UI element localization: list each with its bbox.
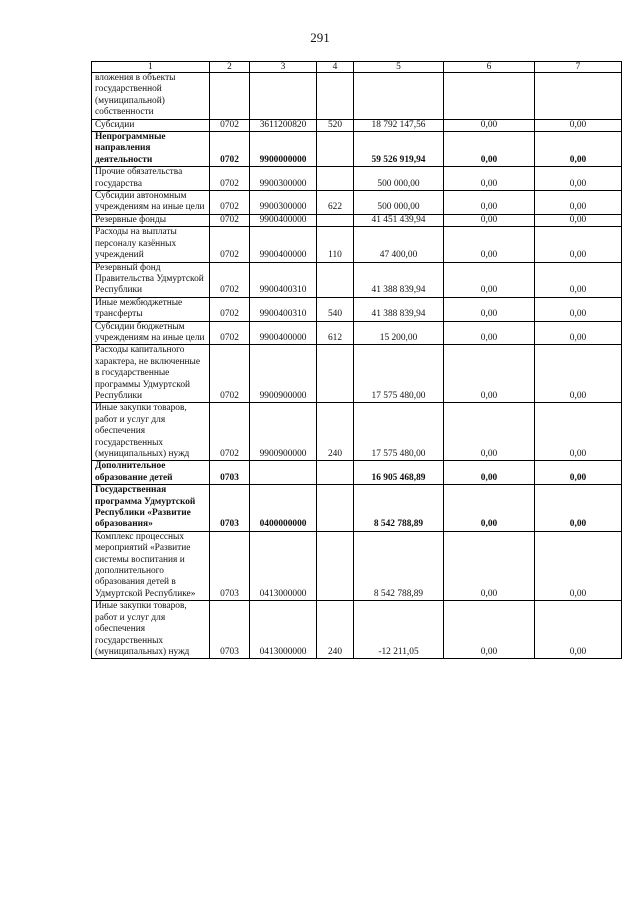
row-amount-next-cell: 0,00 [444,601,535,659]
row-name-cell: Резервные фонды [92,214,210,226]
row-amount-cell: 18 792 147,56 [354,119,444,131]
row-target-article-cell: 0400000000 [250,485,317,532]
row-expense-type-cell [317,345,354,403]
header-cell-1: 1 [92,62,210,73]
row-expense-type-cell: 240 [317,601,354,659]
table-row [92,132,622,167]
row-amount-cell: 17 575 480,00 [354,403,444,461]
row-amount-next-cell: 0,00 [444,345,535,403]
row-amount-next-cell: 0,00 [444,485,535,532]
row-target-article-cell [250,461,317,485]
row-section-cell: 0702 [210,297,250,321]
table-row [92,214,622,226]
row-amount-cell: 8 542 788,89 [354,531,444,600]
row-amount-cell: 41 388 839,94 [354,297,444,321]
row-amount-later-cell: 0,00 [535,214,622,226]
row-section-cell: 0703 [210,531,250,600]
row-name-cell: Непрограммные направления деятельности [92,132,210,167]
row-amount-later-cell: 0,00 [535,485,622,532]
row-amount-later-cell: 0,00 [535,191,622,215]
row-amount-next-cell: 0,00 [444,227,535,262]
row-target-article-cell: 9900900000 [250,345,317,403]
row-amount-later-cell: 0,00 [535,345,622,403]
row-name-cell: Субсидии бюджетным учреждениям на иные цели [92,321,210,345]
row-name-cell: Субсидии [92,119,210,131]
row-amount-cell: 41 451 439,94 [354,214,444,226]
row-amount-later-cell: 0,00 [535,167,622,191]
row-amount-next-cell: 0,00 [444,167,535,191]
table-row [92,531,622,600]
row-expense-type-cell [317,262,354,297]
row-expense-type-cell [317,461,354,485]
row-target-article-cell: 9900300000 [250,167,317,191]
row-amount-later-cell: 0,00 [535,119,622,131]
row-amount-cell: 500 000,00 [354,167,444,191]
row-section-cell [210,73,250,120]
row-expense-type-cell: 540 [317,297,354,321]
row-section-cell: 0702 [210,345,250,403]
table-row [92,601,622,659]
header-cell-5: 5 [354,62,444,73]
row-section-cell: 0702 [210,262,250,297]
budget-table [91,61,622,659]
row-target-article-cell: 9900900000 [250,403,317,461]
row-amount-later-cell: 0,00 [535,132,622,167]
row-name-cell: Дополнительное образование детей [92,461,210,485]
row-expense-type-cell [317,167,354,191]
header-cell-6: 6 [444,62,535,73]
row-amount-next-cell [444,73,535,120]
row-amount-cell: -12 211,05 [354,601,444,659]
row-amount-cell: 17 575 480,00 [354,345,444,403]
row-amount-cell: 500 000,00 [354,191,444,215]
row-amount-later-cell: 0,00 [535,262,622,297]
row-amount-next-cell: 0,00 [444,262,535,297]
row-amount-cell: 59 526 919,94 [354,132,444,167]
row-section-cell: 0703 [210,485,250,532]
row-name-cell: Расходы на выплаты персоналу казённых учреждений [92,227,210,262]
row-target-article-cell: 9900000000 [250,132,317,167]
row-name-cell: Прочие обязательства государства [92,167,210,191]
row-amount-cell: 8 542 788,89 [354,485,444,532]
row-name-cell: Резервный фонд Правительства Удмуртской Республики [92,262,210,297]
row-name-cell: Расходы капитального характера, не включенные в государственные программы Удмуртской Республики [92,345,210,403]
row-expense-type-cell [317,132,354,167]
row-amount-later-cell: 0,00 [535,601,622,659]
table-row [92,227,622,262]
row-name-cell: Государственная программа Удмуртской Республики «Развитие образования» [92,485,210,532]
row-expense-type-cell: 622 [317,191,354,215]
row-amount-cell: 41 388 839,94 [354,262,444,297]
row-expense-type-cell: 520 [317,119,354,131]
row-name-cell: Иные закупки товаров, работ и услуг для обеспечения государственных (муниципальных) нужд [92,403,210,461]
row-target-article-cell: 9900400310 [250,262,317,297]
row-amount-next-cell: 0,00 [444,297,535,321]
row-amount-later-cell: 0,00 [535,321,622,345]
row-target-article-cell: 9900400000 [250,214,317,226]
row-target-article-cell: 9900400310 [250,297,317,321]
row-section-cell: 0702 [210,227,250,262]
table-body [92,73,622,659]
table-row [92,119,622,131]
table-row [92,403,622,461]
row-expense-type-cell: 612 [317,321,354,345]
table-row [92,461,622,485]
table-row [92,321,622,345]
header-cell-3: 3 [250,62,317,73]
row-amount-cell [354,73,444,120]
table-row [92,73,622,120]
row-amount-next-cell: 0,00 [444,132,535,167]
row-target-article-cell: 9900300000 [250,191,317,215]
row-amount-later-cell [535,73,622,120]
row-target-article-cell: 9900400000 [250,227,317,262]
row-amount-later-cell: 0,00 [535,531,622,600]
row-section-cell: 0702 [210,119,250,131]
row-section-cell: 0702 [210,132,250,167]
row-target-article-cell: 3611200820 [250,119,317,131]
row-section-cell: 0702 [210,167,250,191]
row-amount-later-cell: 0,00 [535,403,622,461]
row-amount-cell: 47 400,00 [354,227,444,262]
row-amount-next-cell: 0,00 [444,321,535,345]
table-row [92,191,622,215]
header-cell-7: 7 [535,62,622,73]
row-amount-next-cell: 0,00 [444,119,535,131]
row-target-article-cell [250,73,317,120]
row-expense-type-cell: 110 [317,227,354,262]
row-section-cell: 0702 [210,191,250,215]
row-name-cell: Иные закупки товаров, работ и услуг для обеспечения государственных (муниципальных) нужд [92,601,210,659]
row-target-article-cell: 0413000000 [250,531,317,600]
row-expense-type-cell [317,531,354,600]
row-amount-later-cell: 0,00 [535,461,622,485]
page-number: 291 [310,30,330,45]
row-amount-next-cell: 0,00 [444,531,535,600]
row-amount-next-cell: 0,00 [444,214,535,226]
row-section-cell: 0702 [210,403,250,461]
row-amount-later-cell: 0,00 [535,227,622,262]
row-section-cell: 0703 [210,461,250,485]
row-amount-cell: 16 905 468,89 [354,461,444,485]
row-amount-later-cell: 0,00 [535,297,622,321]
row-target-article-cell: 0413000000 [250,601,317,659]
row-section-cell: 0702 [210,214,250,226]
row-name-cell: вложения в объекты государственной (муниципальной) собственности [92,73,210,120]
row-section-cell: 0702 [210,321,250,345]
table-row [92,262,622,297]
row-expense-type-cell [317,214,354,226]
header-row [92,62,622,73]
row-name-cell: Иные межбюджетные трансферты [92,297,210,321]
row-name-cell: Комплекс процессных мероприятий «Развитие системы воспитания и дополнительного образования детей в Удмуртской Республике» [92,531,210,600]
row-expense-type-cell [317,485,354,532]
row-amount-next-cell: 0,00 [444,403,535,461]
table-row [92,167,622,191]
row-section-cell: 0703 [210,601,250,659]
row-expense-type-cell [317,73,354,120]
table-header [92,62,622,73]
header-cell-4: 4 [317,62,354,73]
row-amount-cell: 15 200,00 [354,321,444,345]
table-row [92,345,622,403]
header-cell-2: 2 [210,62,250,73]
row-target-article-cell: 9900400000 [250,321,317,345]
row-name-cell: Субсидии автономным учреждениям на иные цели [92,191,210,215]
row-expense-type-cell: 240 [317,403,354,461]
row-amount-next-cell: 0,00 [444,461,535,485]
table-row [92,485,622,532]
table-row [92,297,622,321]
row-amount-next-cell: 0,00 [444,191,535,215]
